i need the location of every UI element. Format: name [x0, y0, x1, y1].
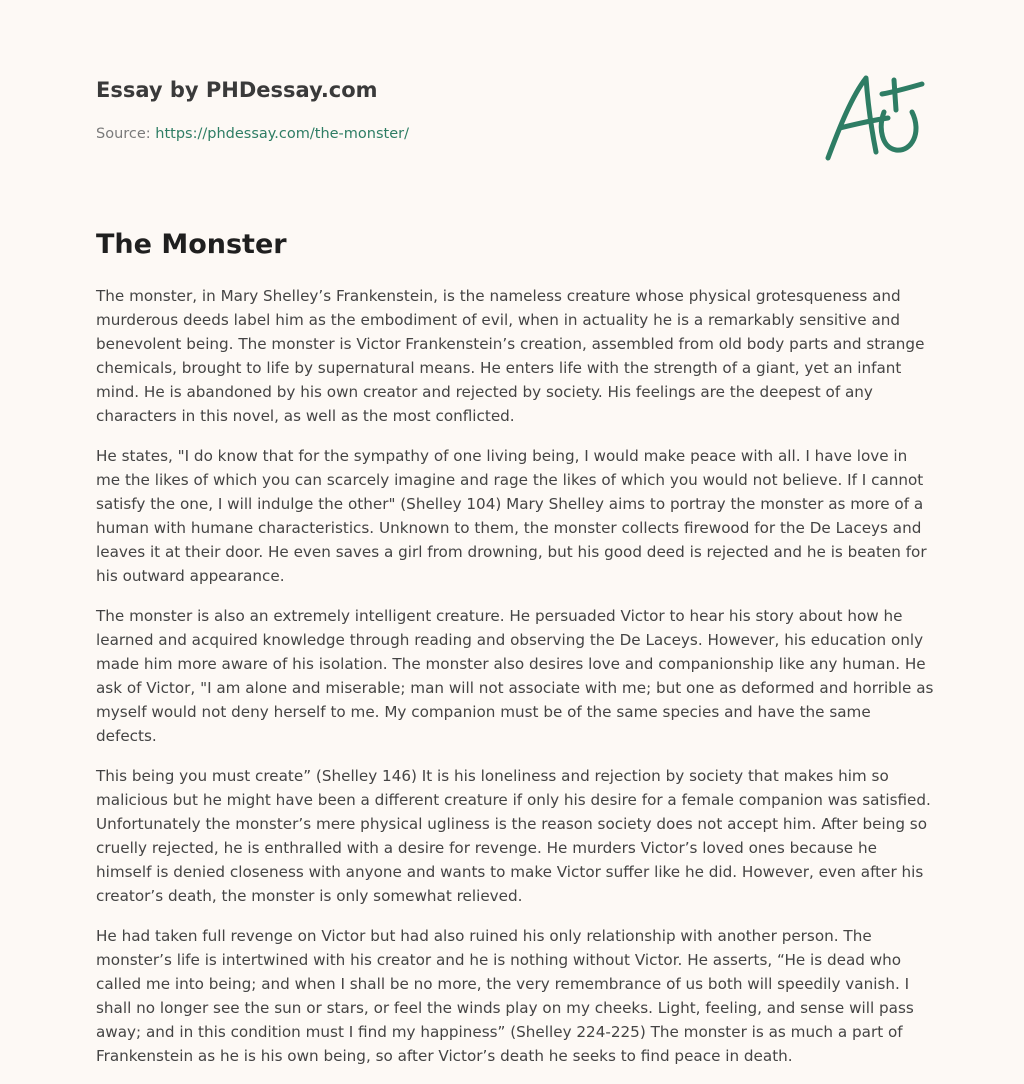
- essay-paragraph: He states, "I do know that for the sympathy of one living being, I would make peace with all. I have love in me the likes of which you can scarcely imagine and rage the likes of which you would not believe. If I cannot satisfy the one, I will indulge the other" (Shelley 104) Mary Shelley aims to portray the monster as more of a human with humane characteristics. Unknown to them, the monster collects firewood for the De Laceys and leaves it at their door. He even saves a girl from drowning, but his good deed is rejected and he is beaten for his outward appearance.: [96, 447, 927, 585]
- essay-paragraph: The monster, in Mary Shelley’s Frankenstein, is the nameless creature whose physical grotesqueness and murderous deeds label him as the embodiment of evil, when in actuality he is a remarkably sensitive and benevolent being. The monster is Victor Frankenstein’s creation, assembled from old body parts and strange chemicals, brought to life by supernatural means. He enters life with the strength of a giant, yet an infant mind. He is abandoned by his own creator and rejected by society. His feelings are the deepest of any characters in this novel, as well as the most conflicted.: [96, 287, 925, 425]
- page-header: [96, 76, 936, 144]
- essay-body: [96, 284, 934, 1084]
- source-line: [96, 124, 936, 144]
- essay-paragraph: He had taken full revenge on Victor but had also ruined his only relationship with another person. The monster’s life is intertwined with his creator and he is nothing without Victor. He asserts, “He is dead who called me into being; and when I shall be no more, the very remembrance of us both will speedily vanish. I shall no longer see the sun or stars, or feel the winds play on my cheeks. Light, feeling, and sense will pass away; and in this condition must I find my happiness” (Shelley 224-225) The monster is as much a part of Frankenstein as he is his own being, so after Victor’s death he seeks to find peace in death.: [96, 927, 914, 1065]
- essay-paragraph: The monster is also an extremely intelligent creature. He persuaded Victor to hear his story about how he learned and acquired knowledge through reading and observing the De Laceys. However, his education only made him more aware of his isolation. The monster also desires love and companionship like any human. He ask of Victor, "I am alone and miserable; man will not associate with me; but one as deformed and horrible as myself would not deny herself to me. My companion must be of the same species and have the same defects.: [96, 607, 934, 745]
- essay-paragraph: This being you must create” (Shelley 146) It is his loneliness and rejection by society that makes him so malicious but he might have been a different creature if only his desire for a female companion was satisfied. Unfortunately the monster’s mere physical ugliness is the reason society does not accept him. After being so cruelly rejected, he is enthralled with a desire for revenge. He murders Victor’s loved ones because he himself is denied closeness with anyone and wants to make Victor suffer like he did. However, even after his creator’s death, the monster is only somewhat relieved.: [96, 767, 931, 905]
- essay-title: The Monster: [96, 229, 287, 260]
- brand-title: Essay by PHDessay.com: [96, 78, 378, 102]
- source-label: Source:: [96, 126, 156, 142]
- source-link[interactable]: https://phdessay.com/the-monster/: [155, 126, 409, 142]
- a-plus-grade-icon: [818, 66, 930, 166]
